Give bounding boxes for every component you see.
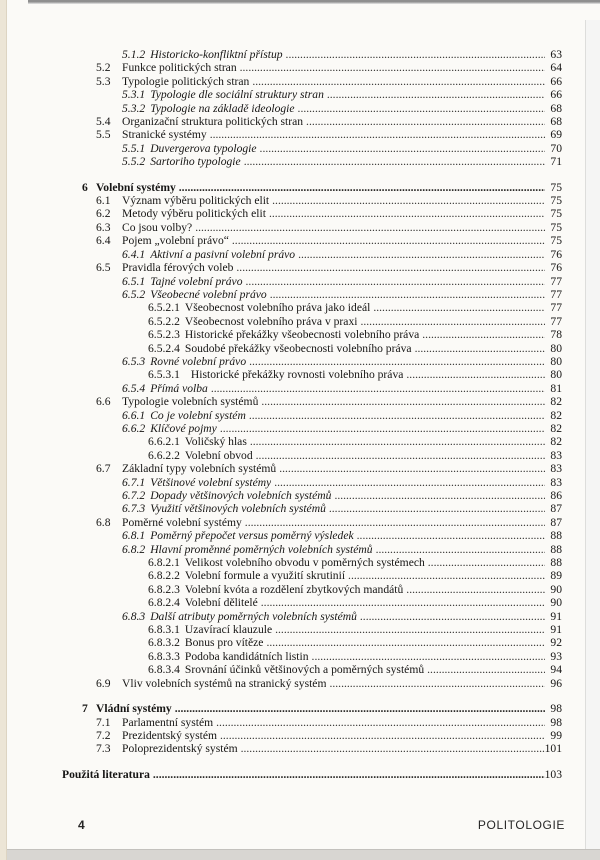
toc-entry-label: Funkce politických stran (122, 61, 237, 75)
toc-entry-number: 6.5.2.3 (148, 328, 180, 342)
dot-leader (249, 409, 545, 422)
toc-entry-number: 6.8.2.3 (148, 582, 180, 596)
toc-entry-label: Typologie na základě ideologie (150, 101, 295, 115)
toc-entry-number: 5.5 (96, 128, 111, 142)
dot-leader (261, 395, 545, 408)
dot-leader (306, 115, 545, 128)
toc-entry-page: 98 (550, 702, 562, 716)
dot-leader (348, 569, 545, 582)
toc-entry-page: 80 (550, 341, 562, 355)
toc-entry-number: 6.5 (96, 261, 111, 275)
toc-entry (62, 702, 562, 715)
dot-leader (179, 181, 545, 194)
toc-entry-label: Dopady většinových volebních systémů (150, 489, 332, 502)
toc-entry-number: 6.8.3.4 (148, 663, 180, 677)
toc-entry-label: Co jsou volby? (122, 220, 193, 234)
toc-entry-page: 68 (550, 115, 562, 129)
toc-entry-page: 88 (550, 556, 562, 570)
toc-entry-number: 6.4.1 (122, 247, 146, 261)
toc-entry-page: 77 (550, 314, 562, 328)
toc-entry-label: Voličský hlas (184, 435, 247, 449)
toc-entry-label: Metody výběru politických elit (122, 207, 266, 221)
toc-entry (62, 729, 562, 742)
toc-entry-page: 90 (550, 582, 562, 596)
toc-entry-number: 6.5.3.1 (148, 368, 180, 382)
toc-entry (62, 489, 562, 502)
toc-entry-page: 88 (550, 529, 562, 543)
toc-entry (62, 663, 562, 676)
dot-leader (261, 596, 545, 609)
dot-leader (195, 221, 545, 234)
toc-entry-label: Historicko-konfliktní přístup (150, 48, 283, 61)
toc-entry-page: 82 (550, 395, 562, 409)
toc-entry-page: 91 (550, 609, 562, 623)
toc-entry-number: 7.3 (96, 742, 111, 756)
toc-entry-label: Typologie volebních systémů (122, 395, 259, 409)
toc-entry-label: Bonus pro vítěze (184, 636, 264, 650)
toc-entry-number: 6.7.1 (122, 475, 146, 489)
toc-entry (62, 115, 562, 128)
toc-entry-number: 7.1 (96, 715, 111, 729)
toc-entry-page: 82 (550, 408, 562, 422)
toc-entry-label: Pravidla férových voleb (122, 261, 234, 275)
dot-leader (298, 102, 545, 115)
toc-entry-number: 5.4 (96, 115, 111, 129)
dot-leader (334, 489, 545, 502)
toc-entry-page: 82 (550, 421, 562, 435)
toc-entry-label: Organizační struktura politických stran (122, 115, 304, 129)
toc-entry-number: 5.1.2 (122, 48, 146, 61)
toc-entry-number: 6.8.3.2 (148, 636, 180, 650)
dot-leader (211, 382, 545, 395)
toc-entry (62, 636, 562, 649)
toc-entry-label: Velikost volebního obvodu v poměrných systémech (184, 556, 425, 570)
toc-entry-page: 71 (550, 155, 562, 169)
toc-entry (62, 543, 562, 556)
toc-entry-label: Historické překážky všeobecnosti volebního práva (184, 328, 420, 342)
page-number: 4 (78, 818, 85, 832)
toc-entry-page: 75 (550, 180, 562, 194)
toc-entry (62, 409, 562, 422)
toc-entry-number: 6.8.2.2 (148, 569, 180, 583)
toc-entry (62, 234, 562, 247)
scan-edge-top (28, 0, 600, 4)
page-footer (0, 818, 600, 834)
toc-entry-label: Hlavní proměnné poměrných volebních systémů (150, 542, 373, 556)
dot-leader (241, 742, 545, 755)
toc-entry-page: 76 (550, 261, 562, 275)
toc-entry (62, 677, 562, 690)
toc-entry-number: 6.4 (96, 234, 111, 248)
toc-entry-label: Stranické systémy (122, 128, 207, 142)
toc-entry-page: 83 (550, 462, 562, 476)
toc-entry-number: 7 (82, 702, 88, 716)
toc-entry-number: 6.9 (96, 676, 111, 690)
toc-entry-label: Většinové volební systémy (150, 475, 272, 489)
toc-entry (62, 462, 562, 475)
toc-entry-label: Všeobecnost volebního práva jako ideál (184, 301, 371, 315)
dot-leader (373, 301, 545, 314)
toc-entry (62, 155, 562, 168)
toc-entry-number: 6.6.1 (122, 408, 146, 422)
toc-entry-label: Poloprezidentský systém (122, 742, 238, 756)
toc-entry-page: 93 (550, 649, 562, 663)
dot-leader (266, 636, 545, 649)
toc-entry (62, 102, 562, 115)
toc-entry-page: 77 (550, 287, 562, 301)
scan-edge-left (0, 0, 7, 860)
toc-entry (62, 315, 562, 328)
toc-entry-page: 83 (550, 475, 562, 489)
toc-entry (62, 75, 562, 88)
toc-entry-page: 98 (550, 715, 562, 729)
toc-entry (62, 48, 562, 61)
toc-entry (62, 342, 562, 355)
toc-entry (62, 768, 562, 781)
toc-entry-label: Podoba kandidátních listin (184, 649, 309, 663)
dot-leader (275, 623, 545, 636)
toc-entry (62, 529, 562, 542)
dot-leader (327, 88, 545, 101)
toc-entry (62, 435, 562, 448)
toc-entry-label: Všeobecnost volebního práva v praxi (184, 314, 358, 328)
toc-entry-label: Základní typy volebních systémů (122, 462, 277, 476)
toc-entry-label: Klíčové pojmy (150, 421, 217, 435)
toc-entry-label: Rovné volební právo (150, 354, 247, 368)
toc-entry-label: Volební dělitelé (184, 596, 258, 610)
toc-entry (62, 301, 562, 314)
toc-entry (62, 502, 562, 515)
toc-entry (62, 328, 562, 341)
toc-entry (62, 596, 562, 609)
dot-leader (406, 583, 545, 596)
toc-entry (62, 449, 562, 462)
toc-entry-page: 87 (550, 502, 562, 516)
dot-leader (269, 207, 545, 220)
toc-entry (62, 355, 562, 368)
toc-entry-label: Význam výběru politických elit (122, 194, 270, 208)
toc-entry-page: 90 (550, 596, 562, 610)
toc-entry (62, 128, 562, 141)
scan-edge-right (585, 20, 600, 850)
dot-leader (360, 610, 545, 623)
toc-entry-number: 5.2 (96, 61, 111, 75)
toc-entry-page: 87 (550, 515, 562, 529)
toc-entry-label: Všeobecné volební právo (150, 287, 267, 301)
toc-entry-page: 96 (550, 676, 562, 690)
toc-entry-number: 6.6.2 (122, 421, 146, 435)
toc-entry (62, 476, 562, 489)
toc-entry-label: Použitá literatura (62, 767, 150, 781)
toc-entry-page: 66 (550, 74, 562, 88)
toc-entry-label: Vliv volebních systémů na stranický systém (122, 676, 327, 690)
toc-entry (62, 142, 562, 155)
toc-entry-label: Další atributy poměrných volebních systémů (150, 609, 357, 623)
dot-leader (286, 48, 545, 61)
toc-entry-page: 75 (550, 220, 562, 234)
toc-entry-number: 6.8.1 (122, 529, 146, 543)
dot-leader (249, 355, 545, 368)
toc-entry-number: 6.5.2.4 (148, 341, 180, 355)
dot-leader (329, 677, 545, 690)
toc-entry-page: 75 (550, 194, 562, 208)
toc-entry-page: 69 (550, 128, 562, 142)
dot-leader (274, 476, 545, 489)
toc-entry-label: Soudobé překážky všeobecnosti volebního práva (184, 341, 412, 355)
toc-entry-number: 6.8.3.1 (148, 623, 180, 637)
running-title: POLITOLOGIE (477, 818, 565, 832)
toc-entry (62, 716, 562, 729)
toc-entry (62, 623, 562, 636)
toc-entry (62, 248, 562, 261)
toc-entry (62, 742, 562, 755)
dot-leader (415, 342, 545, 355)
toc-entry-number: 6.6.2.1 (148, 435, 180, 449)
dot-leader (240, 61, 545, 74)
toc-entry-label: Poměrné volební systémy (122, 515, 242, 529)
dot-leader (236, 261, 545, 274)
dot-leader (270, 288, 545, 301)
toc-entry-label: Poměrný přepočet versus poměrný výsledek (150, 529, 354, 543)
toc-entry-page: 101 (544, 742, 562, 756)
toc-entry (62, 194, 562, 207)
dot-leader (427, 663, 545, 676)
toc-entry-label: Vládní systémy (96, 702, 172, 716)
dot-leader (250, 435, 545, 448)
toc-entry-number: 6.7.2 (122, 489, 146, 502)
toc-entry-label: Tajné volební právo (150, 274, 243, 288)
toc-entry-number: 6.8 (96, 515, 111, 529)
toc-entry (62, 516, 562, 529)
dot-leader (376, 543, 545, 556)
toc-entry-page: 88 (550, 542, 562, 556)
toc-entry-number: 6.5.2.1 (148, 301, 180, 315)
dot-leader (272, 194, 545, 207)
toc-entry-number: 6.1 (96, 194, 111, 208)
dot-leader (210, 128, 545, 141)
dot-leader (357, 529, 545, 542)
scan-edge-bottom (0, 849, 600, 860)
toc-entry-number: 6.3 (96, 220, 111, 234)
toc-entry-number: 5.3.2 (122, 101, 146, 115)
toc-entry-label: Srovnání účinků většinových a poměrných systémů (184, 663, 425, 677)
toc-entry-label: Typologie politických stran (122, 74, 250, 88)
toc-entry (62, 221, 562, 234)
dot-leader (220, 422, 545, 435)
toc-entry-number: 6.8.2.4 (148, 596, 180, 610)
toc-entry-label: Volební obvod (184, 448, 253, 462)
toc-entry-number: 6.5.1 (122, 274, 146, 288)
toc-entry (62, 395, 562, 408)
toc-entry-number: 6.8.2.1 (148, 556, 180, 570)
toc-entry-label: Využití většinových volebních systémů (150, 502, 326, 516)
toc-entry-label: Volební formule a využití skrutinií (184, 569, 346, 583)
toc-entry (62, 181, 562, 194)
dot-leader (245, 516, 545, 529)
toc-entry-label: Přímá volba (150, 381, 208, 395)
toc-entry-label: Pojem „volební právo“ (122, 234, 229, 248)
dot-leader (244, 155, 545, 168)
toc-entry-page: 77 (550, 301, 562, 315)
toc-entry (62, 610, 562, 623)
toc-entry-label: Uzavírací klauzule (184, 623, 273, 637)
toc-entry-page: 78 (550, 328, 562, 342)
toc-entry-page: 91 (550, 623, 562, 637)
toc-entry-number: 5.3 (96, 74, 111, 88)
toc-entry-label: Prezidentský systém (122, 728, 217, 742)
toc-entry-label: Co je volební systém (150, 408, 246, 422)
toc-entry-page: 94 (550, 663, 562, 677)
dot-leader (329, 502, 545, 515)
dot-leader (360, 315, 545, 328)
toc-entry (62, 288, 562, 301)
toc-entry-page: 80 (550, 354, 562, 368)
toc-entry-number: 6.7 (96, 462, 111, 476)
toc-entry-label: Aktivní a pasivní volební právo (150, 247, 296, 261)
dot-leader (175, 702, 545, 715)
toc-entry-number: 6.7.3 (122, 502, 146, 516)
toc-entry-page: 80 (550, 368, 562, 382)
toc-entry-number: 7.2 (96, 728, 111, 742)
toc-entry-label: Typologie dle sociální struktury stran (150, 88, 324, 102)
toc-entry-number: 5.5.1 (122, 141, 146, 155)
dot-leader (220, 729, 545, 742)
toc-entry-page: 103 (544, 767, 562, 781)
toc-entry-number: 6.6.2.2 (148, 448, 180, 462)
toc-entry-page: 70 (550, 141, 562, 155)
toc-entry-label: Volební kvóta a rozdělení zbytkových mandátů (184, 582, 404, 596)
toc-entry-number: 6.2 (96, 207, 111, 221)
toc-entry-page: 89 (550, 569, 562, 583)
dot-leader (216, 716, 545, 729)
toc-entry-label: Historické překážky rovnosti volebního práva (190, 368, 404, 382)
toc-entry-label: Parlamentní systém (122, 715, 214, 729)
toc-entry-number: 6.5.2 (122, 287, 146, 301)
toc-entry-label: Volební systémy (96, 180, 176, 194)
dot-leader (422, 328, 545, 341)
dot-leader (279, 462, 545, 475)
toc-entry (62, 275, 562, 288)
dot-leader (252, 75, 545, 88)
toc-entry (62, 368, 562, 381)
toc-entry-page: 77 (550, 274, 562, 288)
toc-entry (62, 88, 562, 101)
toc-entry-number: 6.5.3 (122, 354, 146, 368)
dot-leader (256, 449, 545, 462)
toc-entry (62, 61, 562, 74)
toc-entry-page: 75 (550, 234, 562, 248)
dot-leader (406, 368, 545, 381)
dot-leader (260, 142, 545, 155)
toc-entry (62, 556, 562, 569)
toc-entry-number: 6.6 (96, 395, 111, 409)
toc-entry-number: 6.8.3 (122, 609, 146, 623)
toc-entry-page: 83 (550, 448, 562, 462)
toc-entry (62, 207, 562, 220)
toc-entry-page: 64 (550, 61, 562, 75)
toc-entry-label: Duvergerova typologie (150, 141, 257, 155)
toc-entry-number: 6.8.3.3 (148, 649, 180, 663)
toc-entry (62, 382, 562, 395)
dot-leader (312, 650, 545, 663)
toc-entry-page: 75 (550, 207, 562, 221)
toc-entry-page: 92 (550, 636, 562, 650)
toc-entry (62, 650, 562, 663)
toc-entry-number: 6.5.4 (122, 381, 146, 395)
toc-entry-page: 86 (550, 489, 562, 502)
dot-leader (232, 234, 545, 247)
toc-entry-label: Sartoriho typologie (150, 155, 241, 169)
toc-entry-page: 81 (550, 381, 562, 395)
toc-entry-number: 5.5.2 (122, 155, 146, 169)
toc-entry-number: 5.3.1 (122, 88, 146, 102)
toc-list (62, 48, 562, 781)
toc-entry (62, 261, 562, 274)
toc-entry-page: 82 (550, 435, 562, 449)
toc-entry-number: 6 (82, 180, 88, 194)
toc-entry (62, 422, 562, 435)
toc-entry-page: 68 (550, 101, 562, 115)
dot-leader (153, 768, 545, 781)
toc-entry-number: 6.5.2.2 (148, 314, 180, 328)
dot-leader (298, 248, 545, 261)
toc-entry-number: 6.8.2 (122, 542, 146, 556)
toc-entry-page: 99 (550, 728, 562, 742)
dot-leader (428, 556, 545, 569)
toc-entry (62, 569, 562, 582)
toc-entry-page: 66 (550, 88, 562, 102)
toc-entry-page: 76 (550, 247, 562, 261)
dot-leader (246, 275, 545, 288)
toc-entry-page: 63 (550, 48, 562, 61)
toc-entry (62, 583, 562, 596)
